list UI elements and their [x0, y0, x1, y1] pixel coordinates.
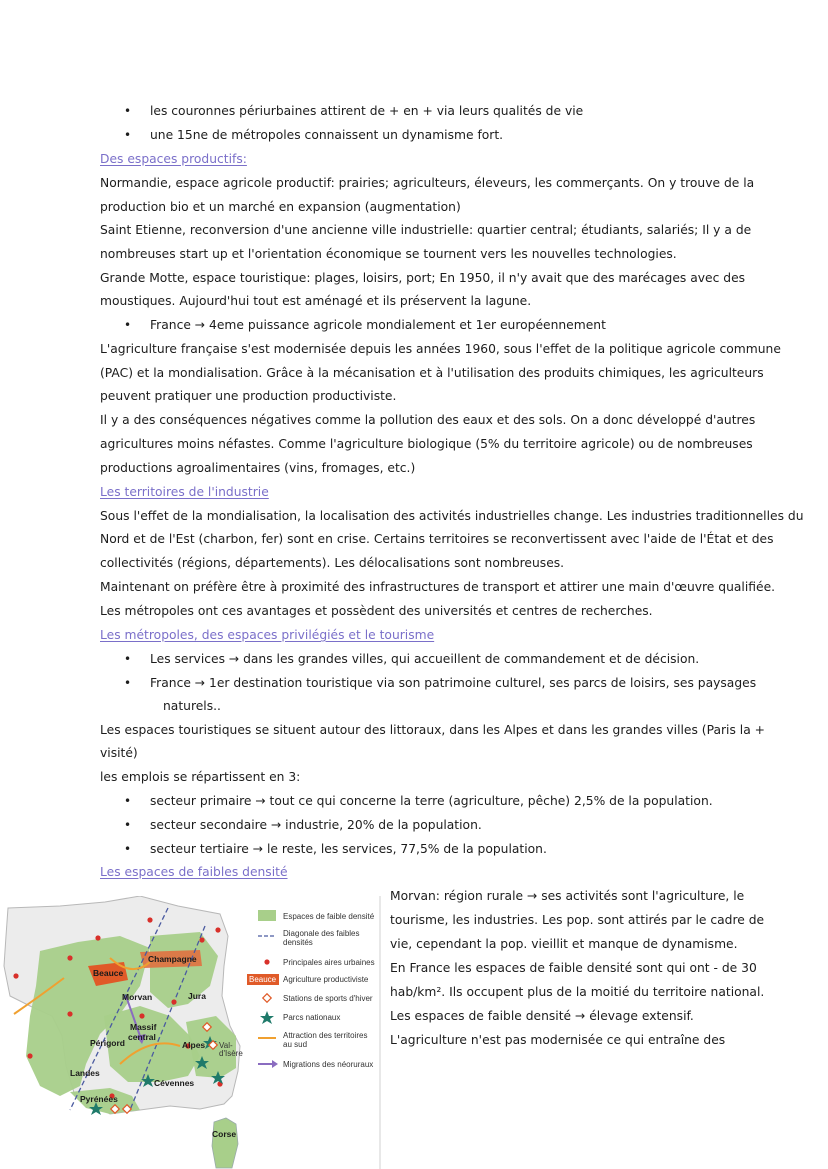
label-perigord: Périgord — [90, 1038, 125, 1048]
text-line: (PAC) et la mondialisation. Grâce à la mécanisation et à l'utilisation des produits chimiques, les agriculteurs — [100, 366, 764, 380]
label-val-2: d'Isère — [219, 1049, 243, 1058]
legend-beauce-label: Beauce — [249, 975, 277, 984]
legend-diagonal-2: densités — [283, 938, 313, 947]
text-line: peuvent pratiquer une production productiviste. — [100, 389, 397, 403]
label-pyrenees: Pyrénées — [80, 1094, 118, 1104]
label-alpes: Alpes — [182, 1040, 206, 1050]
label-massif-central-2: central — [128, 1032, 156, 1042]
label-cevennes: Cévennes — [154, 1078, 195, 1088]
text-line: agricultures moins néfastes. Comme l'agriculture biologique (5% du territoire agricole) ou de nombreuses — [100, 437, 753, 451]
urban-dot — [139, 1013, 144, 1018]
text-line: visité) — [100, 746, 138, 760]
text-line: L'agriculture n'est pas modernisée ce qui entraîne des — [390, 1033, 726, 1047]
legend-migration: Migrations des néoruraux — [283, 1060, 374, 1069]
legend-agriculture: Agriculture productiviste — [283, 975, 369, 984]
bullet-periurbain: les couronnes périurbaines attirent de + en + via leurs qualités de vie — [150, 104, 584, 118]
urban-dot — [171, 999, 176, 1004]
bullet-services: Les services → dans les grandes villes, qui accueillent de commandement et de décision. — [150, 652, 700, 666]
urban-dot — [147, 917, 152, 922]
legend-parks: Parcs nationaux — [283, 1013, 341, 1022]
heading-territoires-industrie: Les territoires de l'industrie — [100, 485, 269, 499]
label-jura: Jura — [188, 991, 206, 1001]
legend-migration-arrow-icon — [272, 1060, 278, 1068]
heading-espaces-productifs: Des espaces productifs: — [100, 152, 247, 166]
urban-dot — [215, 927, 220, 932]
legend-diagonal-1: Diagonale des faibles — [283, 929, 360, 938]
bullet-secteur-secondaire: secteur secondaire → industrie, 20% de la population. — [150, 818, 482, 832]
text-line: moustiques. Aujourd'hui tout est aménagé et ils préservent la lagune. — [100, 294, 532, 308]
urban-dot — [27, 1053, 32, 1058]
label-corse: Corse — [212, 1129, 237, 1139]
urban-dot — [95, 935, 100, 940]
bullet-france-tourisme: France → 1er destination touristique via son patrimoine culturel, ses parcs de loisirs, ses paysages — [150, 676, 757, 690]
text-line: tourisme, les industries. Les pop. sont attirés par le cadre de — [390, 913, 765, 927]
heading-faible-densite: Les espaces de faibles densité — [100, 865, 288, 879]
label-massif-central-1: Massif — [130, 1022, 157, 1032]
bullet-secteur-tertiaire: secteur tertiaire → le reste, les services, 77,5% de la population. — [150, 842, 547, 856]
legend-low-density: Espaces de faible densité — [283, 912, 375, 921]
bullet-metropoles: une 15ne de métropoles connaissent un dynamisme fort. — [150, 128, 504, 142]
text-line: Les espaces de faible densité → élevage extensif. — [390, 1009, 694, 1023]
bullet-dot: • — [124, 652, 132, 666]
text-line: En France les espaces de faible densité sont qui ont - de 30 — [390, 961, 757, 975]
heading-metropoles-tourisme: Les métropoles, des espaces privilégiés et le tourisme — [100, 628, 435, 642]
legend-ski: Stations de sports d'hiver — [283, 994, 373, 1003]
bullet-dot: • — [124, 842, 132, 856]
bullet-dot: • — [124, 676, 132, 690]
legend-swatch-low-density — [258, 910, 276, 921]
bullet-france-agricole: France → 4eme puissance agricole mondialement et 1er européennement — [150, 318, 606, 332]
bullet-secteur-primaire: secteur primaire → tout ce qui concerne la terre (agriculture, pêche) 2,5% de la population. — [150, 794, 713, 808]
urban-dot — [199, 937, 204, 942]
text-line: Les espaces touristiques se situent autour des littoraux, dans les Alpes et dans les grandes villes (Paris la + — [100, 723, 765, 737]
bullet-continuation: naturels.. — [163, 699, 221, 713]
text-line: L'agriculture française s'est modernisée depuis les années 1960, sous l'effet de la politique agricole commune — [100, 342, 781, 356]
france-density-map — [0, 896, 382, 1169]
label-morvan: Morvan — [122, 992, 153, 1002]
urban-dot — [13, 973, 18, 978]
label-val-1: Val- — [219, 1041, 233, 1050]
legend-park-star-icon — [260, 1011, 274, 1024]
text-line: Morvan: région rurale → ses activités sont l'agriculture, le — [390, 889, 745, 903]
text-line: Normandie, espace agricole productif: prairies; agriculteurs, éleveurs, les commerçants. On y trouve de la — [100, 176, 755, 190]
text-line: production bio et un marché en expansion (augmentation) — [100, 200, 461, 214]
text-line: productions agroalimentaires (vins, fromages, etc.) — [100, 461, 416, 475]
urban-dot — [67, 1011, 72, 1016]
text-line: les emplois se répartissent en 3: — [100, 770, 301, 784]
text-line: Sous l'effet de la mondialisation, la localisation des activités industrielles change. Les industries traditionnelles du — [100, 509, 804, 523]
text-line: collectivités (régions, départements). Les délocalisations sont nombreuses. — [100, 556, 565, 570]
legend-urban: Principales aires urbaines — [283, 958, 375, 967]
bullet-dot: • — [124, 318, 132, 332]
urban-dot — [67, 955, 72, 960]
legend-attraction-2: au sud — [283, 1040, 308, 1049]
map-legend — [247, 910, 375, 1069]
bullet-dot: • — [124, 104, 132, 118]
text-line: vie, cependant la pop. vieillit et manque de dynamisme. — [390, 937, 738, 951]
text-line: nombreuses start up et l'orientation économique se tournent vers les nouvelles technologies. — [100, 247, 677, 261]
bullet-dot: • — [124, 818, 132, 832]
text-line: Nord et de l'Est (charbon, fer) sont en crise. Certains territoires se reconvertissent avec l'aide de l'État et des — [100, 532, 774, 546]
label-beauce: Beauce — [93, 968, 124, 978]
text-line: Saint Etienne, reconversion d'une ancienne ville industrielle: quartier central; étudiants, salariés; Il y a de — [100, 223, 752, 237]
legend-swatch-ski — [263, 994, 271, 1002]
label-champagne: Champagne — [148, 954, 197, 964]
legend-swatch-urban — [264, 959, 269, 964]
text-line: Les métropoles ont ces avantages et possèdent des universités et centres de recherches. — [100, 604, 653, 618]
bullet-dot: • — [124, 128, 132, 142]
corse-island — [212, 1118, 238, 1168]
text-line: Grande Motte, espace touristique: plages, loisirs, port; En 1950, il n'y avait que des marécages avec des — [100, 271, 746, 285]
text-line: Maintenant on préfère être à proximité des infrastructures de transport et attirer une main d'œuvre qualifiée. — [100, 580, 776, 594]
text-line: hab/km². Ils occupent plus de la moitié du territoire national. — [390, 985, 765, 999]
label-landes: Landes — [70, 1068, 100, 1078]
bullet-dot: • — [124, 794, 132, 808]
text-line: Il y a des conséquences négatives comme la pollution des eaux et des sols. On a donc développé d'autres — [100, 413, 756, 427]
legend-attraction-1: Attraction des territoires — [283, 1031, 368, 1040]
